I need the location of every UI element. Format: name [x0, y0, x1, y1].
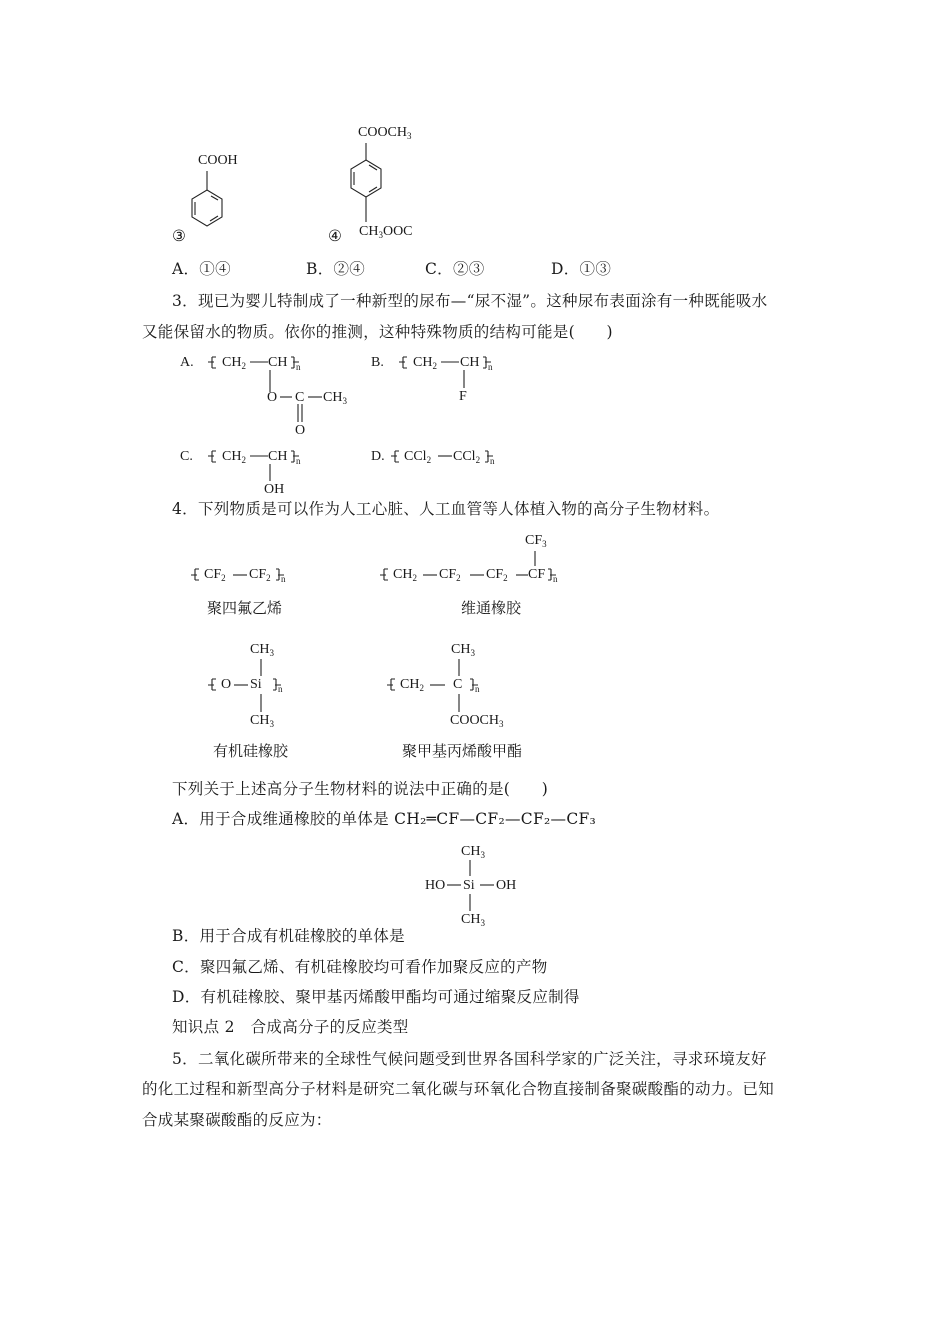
q3-d-n: n [490, 456, 495, 466]
q3-d-ccl2-1: CCl$_2$ [404, 449, 432, 465]
monomer-ch3-top: $CH_3$ [461, 844, 485, 860]
polymer-name-pmma: 聚甲基丙烯酸甲酯 [402, 742, 523, 760]
q5-line1: 5．二氧化碳所带来的全球性气候问题受到世界各国科学家的广泛关注，寻求环境友好 [172, 1050, 767, 1068]
pmma-cooch3: $COOCH_3$ [450, 713, 504, 729]
viton-cf3: $CF_3$ [525, 533, 547, 549]
viton-n: n [553, 574, 558, 584]
q3-text-line1: 3．现已为婴儿特制成了一种新型的尿布—“尿不湿”。这种尿布表面涂有一种既能吸水 [172, 292, 768, 310]
section-heading: 知识点 2 合成高分子的反应类型 [172, 1018, 409, 1036]
viton-cf2-2: $CF_2$ [486, 567, 508, 583]
monomer-oh: OH [496, 878, 517, 893]
ptfe-cf2-2: $CF_2$ [249, 567, 271, 583]
q3-a-ch3: $CH_3$ [323, 390, 347, 406]
viton-ch2: $CH_2$ [393, 567, 417, 583]
q3-a-o2: O [295, 423, 306, 438]
pmma-ch2: $CH_2$ [400, 677, 424, 693]
q3-c-ch2: $CH_2$ [222, 449, 246, 465]
silicone-o: O [221, 677, 232, 692]
q4-question: 下列关于上述高分子生物材料的说法中正确的是( ) [172, 780, 549, 798]
q3-a-ch2: $CH_2$ [222, 355, 246, 371]
q3-b-n: n [488, 362, 493, 372]
structure-label-3: ③ [172, 227, 187, 245]
polymer-name-viton: 维通橡胶 [461, 599, 522, 617]
q3-c-ch: CH [268, 449, 288, 464]
viton-cf2-1: $CF_2$ [439, 567, 461, 583]
q4-option-a[interactable]: A．用于合成维通橡胶的单体是 CH₂═CF—CF₂—CF₂—CF₃ [172, 810, 597, 828]
silicone-ch3-top: $CH_3$ [250, 642, 274, 658]
option-c[interactable]: C．②③ [425, 260, 485, 278]
q4-option-d[interactable]: D．有机硅橡胶、聚甲基丙烯酸甲酯均可通过缩聚反应制得 [172, 988, 580, 1006]
cooh-label: COOH [198, 153, 238, 168]
silicone-si: Si [250, 677, 262, 692]
silicone-n: n [278, 684, 283, 694]
polymer-name-silicone: 有机硅橡胶 [213, 742, 289, 760]
q4-silicone-bonds [208, 659, 281, 712]
ch3ooc-bottom-label: $CH_3OOC$ [359, 224, 413, 240]
q3-b-ch2: $CH_2$ [413, 355, 437, 371]
q3-b-ch: CH [460, 355, 480, 370]
benzene-ring-3 [192, 171, 222, 226]
q3-option-a[interactable]: A. [180, 355, 194, 370]
q4-option-b[interactable]: B．用于合成有机硅橡胶的单体是 [172, 927, 405, 945]
cooch3-top-label: $COOCH_3$ [358, 125, 412, 141]
silicone-ch3-bottom: $CH_3$ [250, 713, 274, 729]
q4-option-c[interactable]: C．聚四氟乙烯、有机硅橡胶均可看作加聚反应的产物 [172, 958, 548, 976]
q3-option-d[interactable]: D. [371, 449, 385, 464]
ptfe-n: n [281, 574, 286, 584]
q3-a-c: C [295, 390, 305, 405]
q3-a-o: O [267, 390, 278, 405]
option-d[interactable]: D．①③ [551, 260, 612, 278]
monomer-ch3-bottom: $CH_3$ [461, 912, 485, 928]
monomer-ho: HO [425, 878, 446, 893]
option-a[interactable]: A．①④ [172, 260, 231, 278]
pmma-n: n [475, 684, 480, 694]
monomer-si: Si [463, 878, 475, 893]
q5-line2: 的化工过程和新型高分子材料是研究二氧化碳与环氧化合物直接制备聚碳酸酯的动力。已知 [142, 1080, 775, 1098]
q4-text: 4．下列物质是可以作为人工心脏、人工血管等人体植入物的高分子生物材料。 [172, 500, 720, 518]
q3-c-oh: OH [264, 482, 285, 497]
polymer-name-ptfe: 聚四氟乙烯 [207, 599, 283, 617]
pmma-c: C [453, 677, 463, 692]
q5-line3: 合成某聚碳酸酯的反应为： [142, 1111, 332, 1129]
q3-option-c[interactable]: C. [180, 449, 193, 464]
q3-b-f: F [459, 389, 467, 404]
pmma-ch3: $CH_3$ [451, 642, 475, 658]
benzene-ring-4 [351, 143, 381, 222]
q3-a-n: n [296, 362, 301, 372]
viton-cf: CF [528, 567, 546, 582]
structure-label-4: ④ [328, 227, 343, 245]
q3-text-line2: 又能保留水的物质。依你的推测，这种特殊物质的结构可能是( ) [142, 323, 613, 341]
q3-option-b[interactable]: B. [371, 355, 384, 370]
q3-a-ch: CH [268, 355, 288, 370]
option-b[interactable]: B．②④ [306, 260, 366, 278]
ptfe-cf2-1: $CF_2$ [204, 567, 226, 583]
q3-d-ccl2-2: CCl$_2$ [453, 449, 481, 465]
q3-c-n: n [296, 456, 301, 466]
